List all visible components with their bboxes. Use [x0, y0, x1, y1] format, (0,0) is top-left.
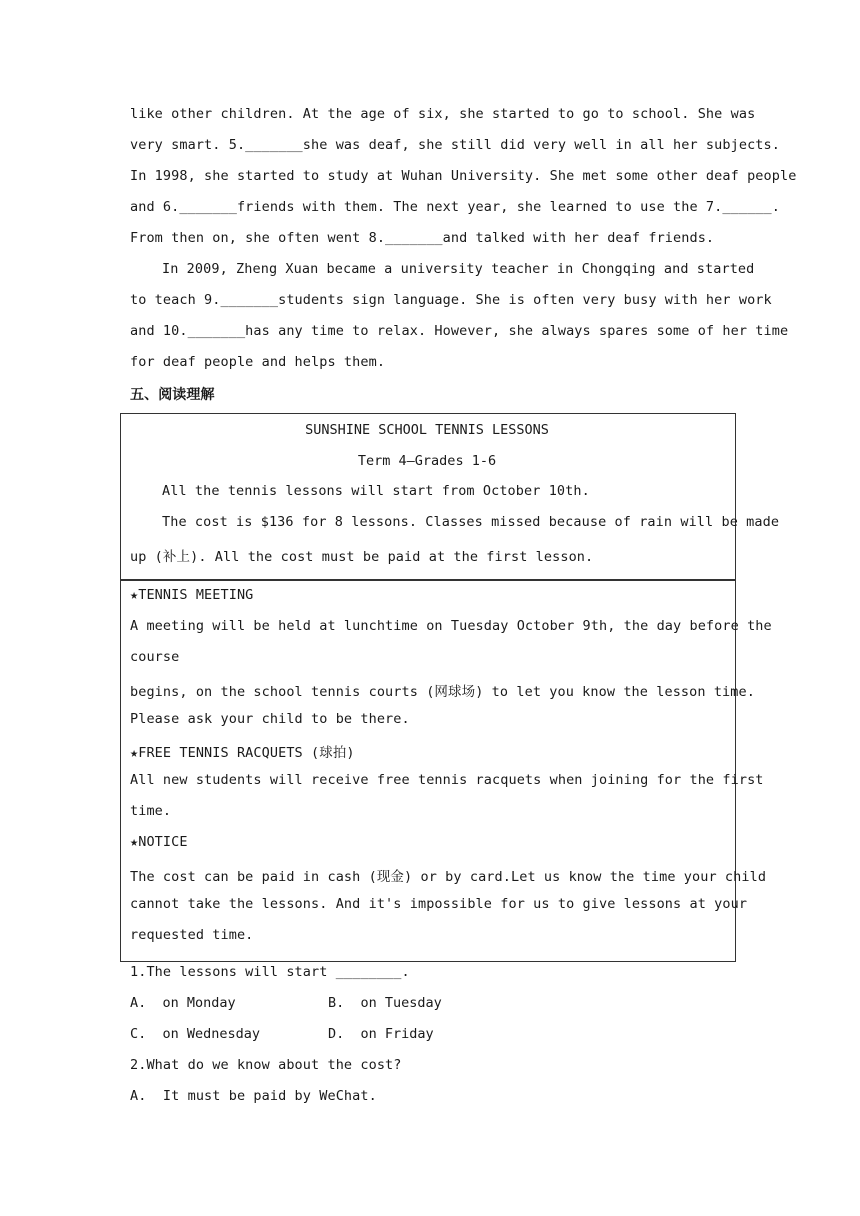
passage-line: In 1998, she started to study at Wuhan University. She met some other deaf people — [130, 168, 797, 184]
racquets-heading: ★FREE TENNIS RACQUETS (球拍) — [130, 745, 355, 761]
passage-line: to teach 9._______students sign language. She is often very busy with her work — [130, 292, 772, 308]
q1-option-c: C. on Wednesday — [130, 1026, 261, 1042]
notice-heading: ★NOTICE — [130, 834, 188, 850]
notice-subtitle: Term 4—Grades 1-6 — [357, 453, 497, 469]
q2-option-a: A. It must be paid by WeChat. — [130, 1088, 377, 1104]
meeting-text: A meeting will be held at lunchtime on Tuesday October 9th, the day before the — [130, 618, 772, 634]
q1-option-b: B. on Tuesday — [328, 995, 442, 1011]
notice-text: requested time. — [130, 927, 254, 943]
passage-line: for deaf people and helps them. — [130, 354, 386, 370]
notice-title: SUNSHINE SCHOOL TENNIS LESSONS — [305, 422, 549, 438]
meeting-heading: ★TENNIS MEETING — [130, 587, 254, 603]
section-heading: 五、阅读理解 — [130, 387, 215, 403]
notice-cost: The cost is $136 for 8 lessons. Classes missed because of rain will be made — [162, 514, 780, 530]
meeting-text: begins, on the school tennis courts (网球场) to let you know the lesson time. — [130, 684, 755, 700]
passage-line: very smart. 5._______she was deaf, she still did very well in all her subjects. — [130, 137, 780, 153]
passage-line: In 2009, Zheng Xuan became a university teacher in Chongqing and started — [162, 261, 755, 277]
passage-line: and 10._______has any time to relax. However, she always spares some of her time — [130, 323, 789, 339]
question-1: 1.The lessons will start ________. — [130, 964, 410, 980]
passage-line: and 6._______friends with them. The next year, she learned to use the 7.______. — [130, 199, 780, 215]
q1-option-a: A. on Monday — [130, 995, 236, 1011]
racquets-text: time. — [130, 803, 172, 819]
passage-line: From then on, she often went 8._______and talked with her deaf friends. — [130, 230, 715, 246]
question-2: 2.What do we know about the cost? — [130, 1057, 402, 1073]
meeting-text: Please ask your child to be there. — [130, 711, 410, 727]
q1-option-d: D. on Friday — [328, 1026, 434, 1042]
racquets-text: All new students will receive free tennis racquets when joining for the first — [130, 772, 764, 788]
notice-text: The cost can be paid in cash (现金) or by card.Let us know the time your child — [130, 869, 767, 885]
notice-intro: All the tennis lessons will start from October 10th. — [162, 483, 590, 499]
meeting-text: course — [130, 649, 180, 665]
notice-cost-cont: up (补上). All the cost must be paid at the first lesson. — [130, 549, 594, 565]
notice-text: cannot take the lessons. And it's impossible for us to give lessons at your — [130, 896, 748, 912]
passage-line: like other children. At the age of six, she started to go to school. She was — [130, 106, 756, 122]
